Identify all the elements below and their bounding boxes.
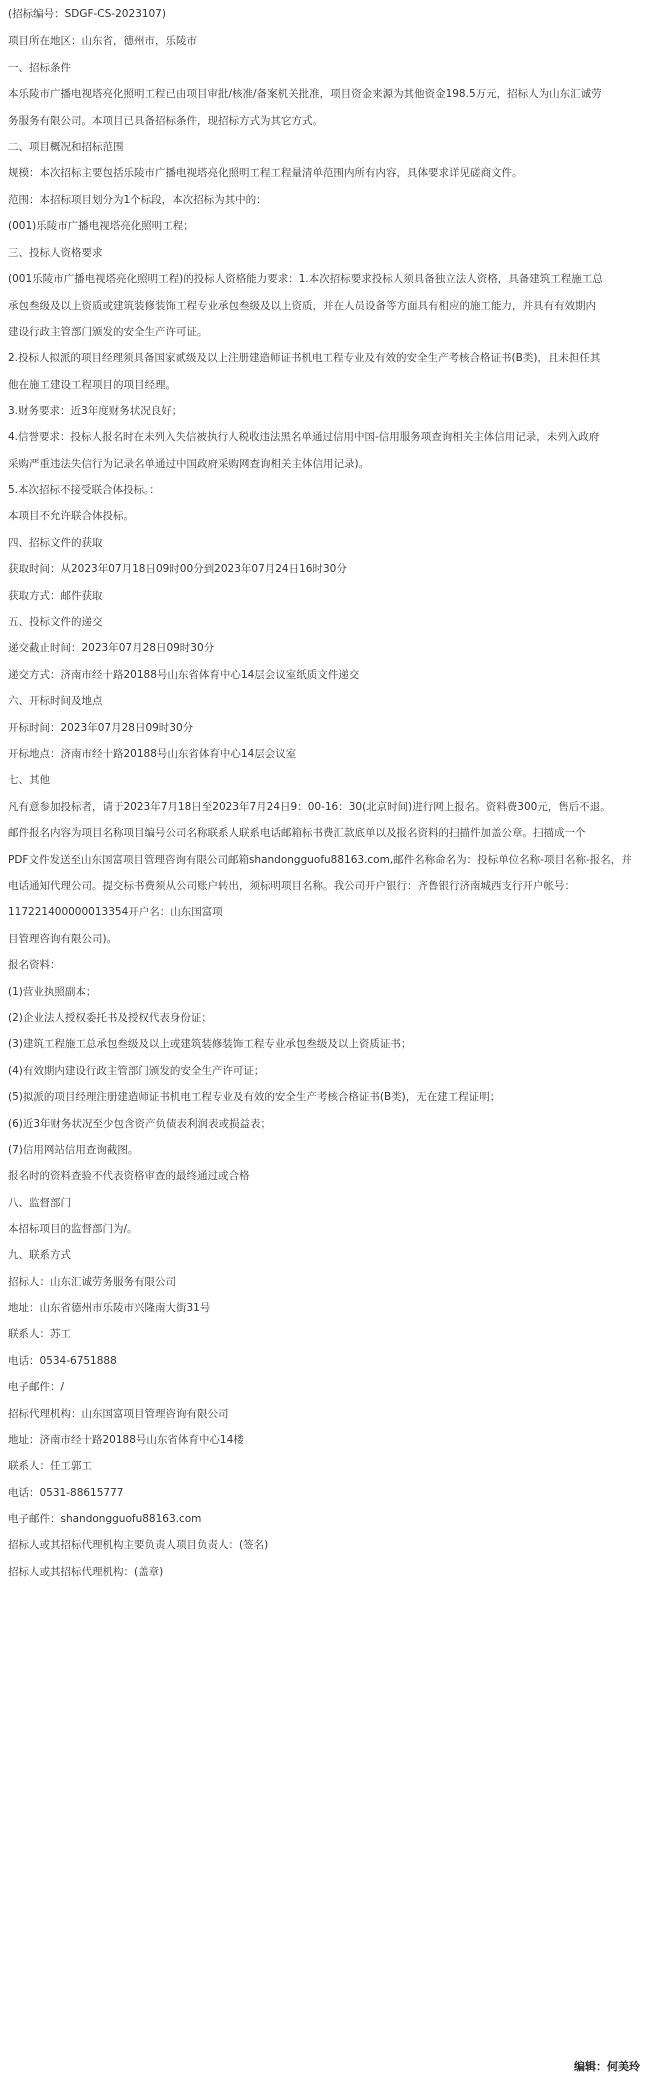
text-line: 范围：本招标项目划分为1个标段，本次招标为其中的： bbox=[8, 194, 267, 206]
text-line: 开标地点：济南市经十路20188号山东省体育中心14层会议室 bbox=[8, 748, 297, 760]
text-line: 招标人或其招标代理机构主要负责人项目负责人：(签名) bbox=[8, 1539, 269, 1551]
text-line: 递交方式：济南市经十路20188号山东省体育中心14层会议室纸质文件递交 bbox=[8, 669, 360, 681]
text-line: 四、招标文件的获取 bbox=[8, 537, 103, 549]
text-line: 地址：济南市经十路20188号山东省体育中心14楼 bbox=[8, 1434, 244, 1446]
text-line: 招标代理机构：山东国富项目管理咨询有限公司 bbox=[8, 1408, 229, 1420]
text-line: 邮件报名内容为项目名称项目编号公司名称联系人联系电话邮箱标书费汇款底单以及报名资料的扫描件加盖公章。扫描成一个 bbox=[8, 827, 586, 839]
text-line: 招标人或其招标代理机构：(盖章) bbox=[8, 1566, 164, 1578]
text-line: 二、项目概况和招标范围 bbox=[8, 141, 124, 153]
text-line: 报名时的资料查验不代表资格审查的最终通过或合格 bbox=[8, 1170, 250, 1182]
text-line: 开标时间：2023年07月28日09时30分 bbox=[8, 722, 194, 734]
text-line: (1)营业执照副本； bbox=[8, 986, 97, 998]
text-line: 八、监督部门 bbox=[8, 1197, 71, 1209]
text-line: (7)信用网站信用查询截图。 bbox=[8, 1144, 139, 1156]
text-line: (5)拟派的项目经理注册建造师证书机电工程专业及有效的安全生产考核合格证书(B类)，无在建工程证明； bbox=[8, 1091, 501, 1103]
text-line: 联系人：任工郭工 bbox=[8, 1460, 92, 1472]
text-line: 获取方式：邮件获取 bbox=[8, 590, 103, 602]
text-line: 凡有意参加投标者，请于2023年7月18日至2023年7月24日9：00-16：30(北京时间)进行网上报名。资料费300元，售后不退。 bbox=[8, 801, 611, 813]
text-line: 六、开标时间及地点 bbox=[8, 695, 103, 707]
text-line: 三、投标人资格要求 bbox=[8, 247, 103, 259]
text-line: 117221400000013354开户名：山东国富项 bbox=[8, 906, 223, 918]
text-line: 建设行政主管部门颁发的安全生产许可证。 bbox=[8, 326, 208, 338]
text-line: (4)有效期内建设行政主管部门颁发的安全生产许可证； bbox=[8, 1065, 265, 1077]
text-line: 本项目不允许联合体投标。 bbox=[8, 510, 134, 522]
text-line: 获取时间：从2023年07月18日09时00分到2023年07月24日16时30分 bbox=[8, 563, 347, 575]
text-line: (2)企业法人授权委托书及授权代表身份证； bbox=[8, 1012, 212, 1024]
text-line: 招标人：山东汇诚劳务服务有限公司 bbox=[8, 1276, 176, 1288]
text-line: 九、联系方式 bbox=[8, 1249, 71, 1261]
text-line: (招标编号：SDGF-CS-2023107) bbox=[8, 8, 166, 20]
text-line: (001乐陵市广播电视塔亮化照明工程)的投标人资格能力要求：1.本次招标要求投标人须具备独立法人资格，具备建筑工程施工总 bbox=[8, 273, 603, 285]
text-line: 地址：山东省德州市乐陵市兴隆南大街31号 bbox=[8, 1302, 211, 1314]
text-line: (6)近3年财务状况至少包含资产负债表利润表或损益表； bbox=[8, 1118, 272, 1130]
text-line: 4.信誉要求：投标人报名时在未列入失信被执行人税收违法黑名单通过信用中国-信用服务项查询相关主体信用记录，未列入政府 bbox=[8, 431, 600, 443]
text-line: 联系人：苏工 bbox=[8, 1328, 71, 1340]
text-line: 项目所在地区：山东省，德州市，乐陵市 bbox=[8, 35, 197, 47]
editor-credit: 编辑：何美玲 bbox=[574, 2060, 640, 2073]
text-line: 规模：本次招标主要包括乐陵市广播电视塔亮化照明工程工程量清单范围内所有内容，具体要求详见磋商文件。 bbox=[8, 167, 523, 179]
text-line: 电话：0531-88615777 bbox=[8, 1487, 124, 1499]
text-line: 承包叁级及以上资质或建筑装修装饰工程专业承包叁级及以上资质，并在人员设备等方面具有相应的施工能力，并具有有效期内 bbox=[8, 300, 596, 312]
text-line: 递交截止时间：2023年07月28日09时30分 bbox=[8, 642, 215, 654]
text-line: (001)乐陵市广播电视塔亮化照明工程； bbox=[8, 220, 194, 232]
text-line: 目管理咨询有限公司)。 bbox=[8, 933, 118, 945]
text-line: 他在施工建设工程项目的项目经理。 bbox=[8, 379, 176, 391]
text-line: 本招标项目的监督部门为/。 bbox=[8, 1223, 138, 1235]
text-line: 一、招标条件 bbox=[8, 62, 71, 74]
text-line: 采购严重违法失信行为记录名单通过中国政府采购网查询相关主体信用记录)。 bbox=[8, 458, 370, 470]
text-line: 报名资料： bbox=[8, 959, 61, 971]
text-line: 电子邮件：shandongguofu88163.com bbox=[8, 1513, 202, 1525]
text-line: 务服务有限公司。本项目已具备招标条件，现招标方式为其它方式。 bbox=[8, 115, 323, 127]
text-line: (3)建筑工程施工总承包叁级及以上或建筑装修装饰工程专业承包叁级及以上资质证书； bbox=[8, 1038, 412, 1050]
text-line: 3.财务要求：近3年度财务状况良好； bbox=[8, 405, 183, 417]
text-line: 五、投标文件的递交 bbox=[8, 616, 103, 628]
text-line: 电话通知代理公司。提交标书费须从公司账户转出，须标明项目名称。我公司开户银行：齐鲁银行济南城西支行开户帐号： bbox=[8, 880, 575, 892]
text-line: 电子邮件：/ bbox=[8, 1381, 65, 1393]
text-line: 本乐陵市广播电视塔亮化照明工程已由项目审批/核准/备案机关批准，项目资金来源为其他资金198.5万元，招标人为山东汇诚劳 bbox=[8, 88, 602, 100]
text-line: 七、其他 bbox=[8, 774, 50, 786]
text-line: 电话：0534-6751888 bbox=[8, 1355, 117, 1367]
text-line: PDF文件发送至山东国富项目管理咨询有限公司邮箱shandongguofu88163.com,邮件名称命名为：投标单位名称-项目名称-报名，并 bbox=[8, 854, 632, 866]
text-line: 5.本次招标不接受联合体投标。： bbox=[8, 484, 160, 496]
text-line: 2.投标人拟派的项目经理须具备国家贰级及以上注册建造师证书机电工程专业及有效的安全生产考核合格证书(B类)，且未担任其 bbox=[8, 352, 601, 364]
